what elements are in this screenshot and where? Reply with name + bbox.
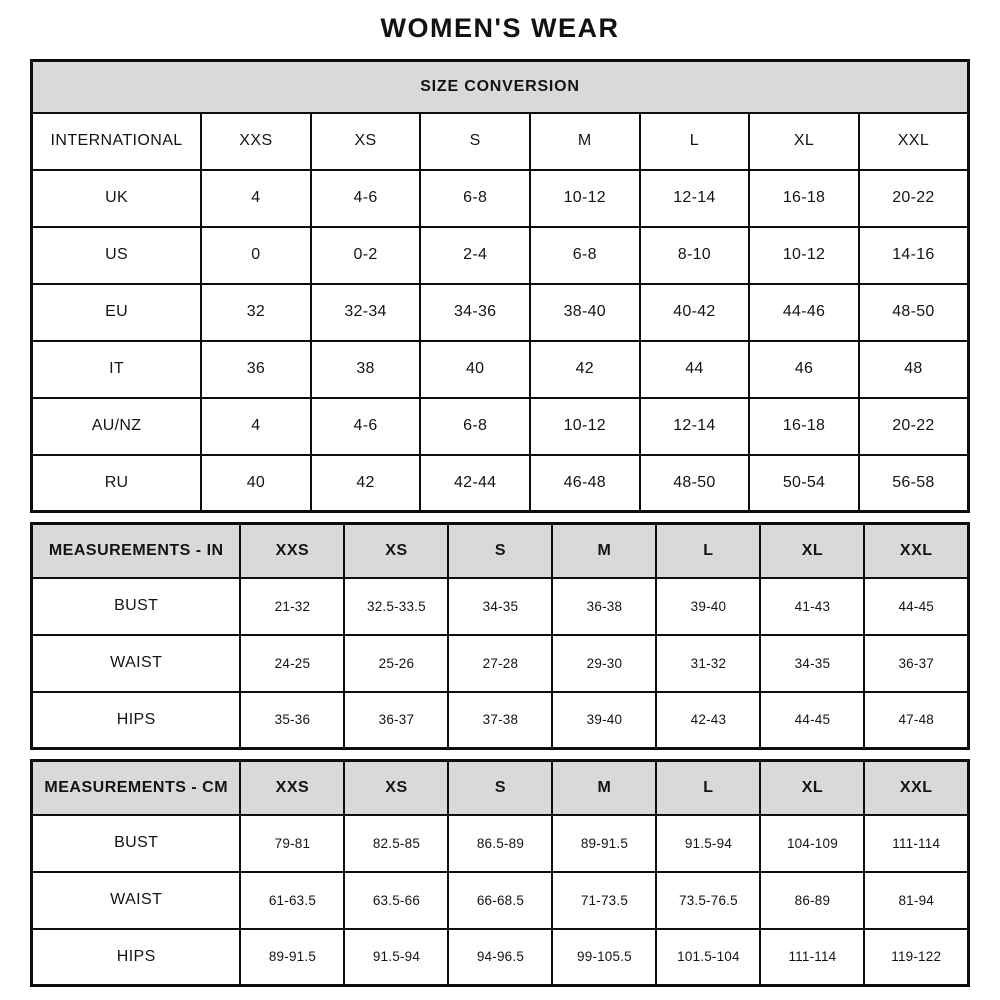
table-cell: 10-12 <box>530 398 640 455</box>
table-cell: 36-38 <box>552 578 656 635</box>
table-cell: 86.5-89 <box>448 815 552 872</box>
row-label: WAIST <box>32 872 241 929</box>
row-label: HIPS <box>32 692 241 749</box>
column-header-row <box>32 761 969 815</box>
table-cell: 61-63.5 <box>240 872 344 929</box>
column-header: XL <box>760 761 864 815</box>
table-cell: 32.5-33.5 <box>344 578 448 635</box>
row-label: US <box>32 227 202 284</box>
column-header: XXS <box>201 113 311 170</box>
table-cell: 21-32 <box>240 578 344 635</box>
table-cell: 86-89 <box>760 872 864 929</box>
column-header: S <box>448 524 552 578</box>
table-cell: 47-48 <box>864 692 968 749</box>
table-cell: 4-6 <box>311 398 421 455</box>
table-row <box>32 227 969 284</box>
column-header: XXL <box>859 113 969 170</box>
table-cell: 32-34 <box>311 284 421 341</box>
row-label: IT <box>32 341 202 398</box>
table-cell: 38-40 <box>530 284 640 341</box>
table-cell: 63.5-66 <box>344 872 448 929</box>
row-label: BUST <box>32 815 241 872</box>
table-cell: 36-37 <box>344 692 448 749</box>
column-header: L <box>640 113 750 170</box>
table-title-header: MEASUREMENTS - CM <box>32 761 241 815</box>
table-cell: 56-58 <box>859 455 969 512</box>
size-conversion-table <box>30 59 970 513</box>
table-cell: 111-114 <box>760 929 864 986</box>
column-header: S <box>420 113 530 170</box>
table-row <box>32 341 969 398</box>
table-cell: 66-68.5 <box>448 872 552 929</box>
table-cell: 42 <box>530 341 640 398</box>
table-cell: 39-40 <box>656 578 760 635</box>
table-cell: 119-122 <box>864 929 968 986</box>
table-cell: 73.5-76.5 <box>656 872 760 929</box>
table-cell: 25-26 <box>344 635 448 692</box>
page-title: WOMEN'S WEAR <box>380 13 620 43</box>
table-cell: 99-105.5 <box>552 929 656 986</box>
table-cell: 37-38 <box>448 692 552 749</box>
table-cell: 6-8 <box>420 170 530 227</box>
table-cell: 34-36 <box>420 284 530 341</box>
column-header: L <box>656 761 760 815</box>
table-cell: 48-50 <box>859 284 969 341</box>
table-cell: 40-42 <box>640 284 750 341</box>
table-cell: 91.5-94 <box>656 815 760 872</box>
table-cell: 34-35 <box>760 635 864 692</box>
measurements-in-table <box>30 522 970 750</box>
table-cell: 4-6 <box>311 170 421 227</box>
table-cell: 81-94 <box>864 872 968 929</box>
table-cell: 34-35 <box>448 578 552 635</box>
table-row <box>32 872 969 929</box>
table-row <box>32 635 969 692</box>
column-header: XL <box>760 524 864 578</box>
table-band-row <box>32 61 969 113</box>
table-cell: 82.5-85 <box>344 815 448 872</box>
table-cell: 27-28 <box>448 635 552 692</box>
column-header: XXL <box>864 524 968 578</box>
table-cell: 94-96.5 <box>448 929 552 986</box>
table-row <box>32 284 969 341</box>
table-cell: 0 <box>201 227 311 284</box>
table-row <box>32 578 969 635</box>
table-cell: 71-73.5 <box>552 872 656 929</box>
table-row <box>32 929 969 986</box>
column-header-row <box>32 113 969 170</box>
table-row <box>32 692 969 749</box>
row-label: BUST <box>32 578 241 635</box>
column-header: M <box>530 113 640 170</box>
table-cell: 12-14 <box>640 398 750 455</box>
row-label: EU <box>32 284 202 341</box>
table-cell: 6-8 <box>530 227 640 284</box>
table-cell: 42-44 <box>420 455 530 512</box>
column-header: XL <box>749 113 859 170</box>
column-header: L <box>656 524 760 578</box>
table-cell: 8-10 <box>640 227 750 284</box>
column-header: XXL <box>864 761 968 815</box>
table-row <box>32 170 969 227</box>
measurements-in-grid <box>30 522 970 750</box>
table-cell: 46-48 <box>530 455 640 512</box>
table-cell: 16-18 <box>749 398 859 455</box>
column-header: M <box>552 761 656 815</box>
table-cell: 20-22 <box>859 170 969 227</box>
table-cell: 46 <box>749 341 859 398</box>
table-cell: 40 <box>420 341 530 398</box>
table-cell: 31-32 <box>656 635 760 692</box>
table-cell: 40 <box>201 455 311 512</box>
table-cell: 44 <box>640 341 750 398</box>
table-cell: 79-81 <box>240 815 344 872</box>
table-cell: 38 <box>311 341 421 398</box>
table-row <box>32 455 969 512</box>
table-title-header: MEASUREMENTS - IN <box>32 524 241 578</box>
table-cell: 2-4 <box>420 227 530 284</box>
table-cell: 0-2 <box>311 227 421 284</box>
table-cell: 32 <box>201 284 311 341</box>
table-cell: 6-8 <box>420 398 530 455</box>
table-cell: 48-50 <box>640 455 750 512</box>
table-cell: 29-30 <box>552 635 656 692</box>
table-cell: 12-14 <box>640 170 750 227</box>
table-cell: 36 <box>201 341 311 398</box>
table-row <box>32 815 969 872</box>
column-header-row <box>32 524 969 578</box>
table-cell: 111-114 <box>864 815 968 872</box>
table-cell: 4 <box>201 398 311 455</box>
column-header: XS <box>344 761 448 815</box>
column-header: XXS <box>240 761 344 815</box>
row-label: RU <box>32 455 202 512</box>
table-cell: 35-36 <box>240 692 344 749</box>
column-header: XXS <box>240 524 344 578</box>
measurements-cm-grid <box>30 759 970 987</box>
column-header: M <box>552 524 656 578</box>
table-cell: 36-37 <box>864 635 968 692</box>
table-cell: 10-12 <box>749 227 859 284</box>
row-label: WAIST <box>32 635 241 692</box>
table-cell: 89-91.5 <box>240 929 344 986</box>
size-conversion-grid <box>30 59 970 513</box>
table-cell: 10-12 <box>530 170 640 227</box>
column-header: XS <box>344 524 448 578</box>
table-cell: 16-18 <box>749 170 859 227</box>
column-header: S <box>448 761 552 815</box>
table-row <box>32 398 969 455</box>
table-title-header: INTERNATIONAL <box>32 113 202 170</box>
table-cell: 20-22 <box>859 398 969 455</box>
measurements-cm-table <box>30 759 970 987</box>
table-cell: 48 <box>859 341 969 398</box>
table-cell: 50-54 <box>749 455 859 512</box>
table-band-title: SIZE CONVERSION <box>32 61 969 113</box>
table-cell: 44-45 <box>864 578 968 635</box>
table-cell: 104-109 <box>760 815 864 872</box>
table-cell: 39-40 <box>552 692 656 749</box>
row-label: UK <box>32 170 202 227</box>
row-label: AU/NZ <box>32 398 202 455</box>
row-label: HIPS <box>32 929 241 986</box>
table-cell: 41-43 <box>760 578 864 635</box>
table-cell: 89-91.5 <box>552 815 656 872</box>
table-cell: 44-45 <box>760 692 864 749</box>
table-cell: 42-43 <box>656 692 760 749</box>
table-cell: 44-46 <box>749 284 859 341</box>
table-cell: 14-16 <box>859 227 969 284</box>
column-header: XS <box>311 113 421 170</box>
table-cell: 4 <box>201 170 311 227</box>
table-cell: 24-25 <box>240 635 344 692</box>
table-cell: 91.5-94 <box>344 929 448 986</box>
table-cell: 101.5-104 <box>656 929 760 986</box>
table-cell: 42 <box>311 455 421 512</box>
